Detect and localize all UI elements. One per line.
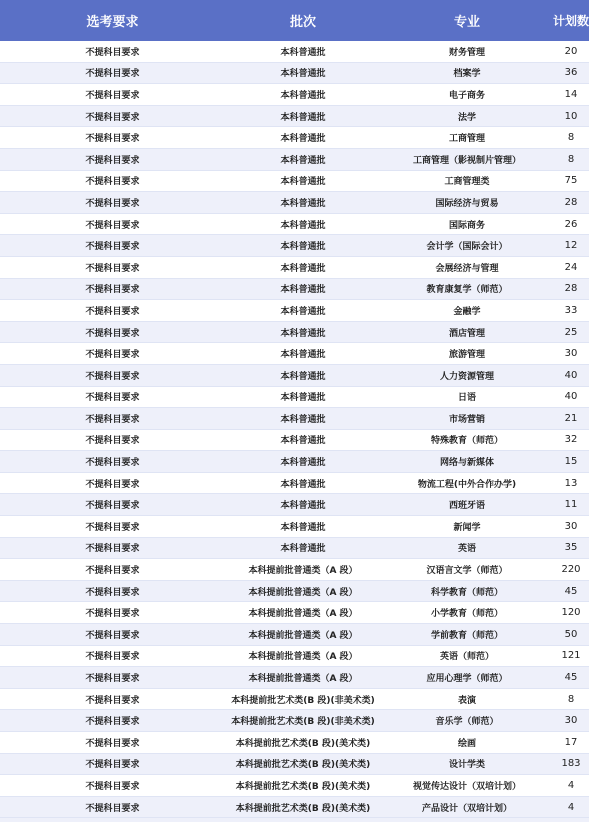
table-row: [0, 775, 589, 797]
cell-quota: 120: [561, 607, 581, 619]
cell-batch: 本科提前批普通类（A 段）: [248, 609, 358, 620]
cell-batch: 本科提前批普通类（A 段）: [248, 587, 358, 598]
cell-quota: 45: [564, 585, 578, 597]
cell-quota: 17: [564, 736, 578, 748]
cell-batch: 本科普通批: [280, 328, 326, 339]
cell-batch: 本科普通批: [280, 47, 326, 58]
cell-batch: 本科普通批: [280, 522, 326, 533]
cell-quota: 11: [564, 499, 578, 511]
cell-major: 工商管理类: [444, 177, 490, 188]
table-row: [0, 106, 589, 128]
cell-batch: 本科提前批普通类（A 段）: [248, 652, 358, 663]
cell-requirement: 不提科目要求: [85, 242, 140, 253]
cell-major: 设计学类: [448, 760, 485, 771]
cell-batch: 本科普通批: [280, 306, 326, 317]
cell-quota: 4: [567, 801, 575, 813]
cell-quota: 21: [564, 412, 578, 424]
cell-quota: 121: [561, 650, 581, 662]
table-row: [0, 84, 589, 106]
cell-requirement: 不提科目要求: [85, 717, 140, 728]
table-row: [0, 235, 589, 257]
cell-major: 西班牙语: [448, 501, 485, 512]
header-major: 专业: [453, 15, 480, 30]
cell-quota: 28: [564, 196, 578, 208]
cell-quota: 12: [564, 240, 578, 252]
cell-batch: 本科普通批: [280, 371, 326, 382]
table-body: [0, 41, 589, 818]
cell-batch: 本科提前批艺术类(B 段)(美术类): [235, 781, 371, 792]
cell-requirement: 不提科目要求: [85, 285, 140, 296]
cell-major: 会计学（国际会计）: [426, 242, 508, 253]
header-quota: 计划数: [553, 14, 589, 28]
cell-major: 日语: [457, 393, 476, 404]
table-row: [0, 171, 589, 193]
cell-major: 旅游管理: [448, 350, 485, 361]
cell-major: 工商管理: [448, 134, 485, 145]
cell-requirement: 不提科目要求: [85, 220, 140, 231]
table-row: [0, 149, 589, 171]
cell-requirement: 不提科目要求: [85, 479, 140, 490]
cell-quota: 50: [564, 628, 578, 640]
table-header: [0, 0, 589, 41]
cell-batch: 本科普通批: [280, 544, 326, 555]
cell-batch: 本科提前批艺术类(B 段)(非美术类): [231, 695, 375, 706]
table-row: [0, 754, 589, 776]
cell-requirement: 不提科目要求: [85, 674, 140, 685]
cell-quota: 25: [564, 326, 578, 338]
cell-major: 网络与新媒体: [439, 458, 494, 469]
table-row: [0, 127, 589, 149]
table-row: [0, 214, 589, 236]
cell-quota: 15: [564, 456, 578, 468]
cell-quota: 13: [564, 477, 578, 489]
cell-major: 物流工程(中外合作办学): [417, 479, 517, 490]
cell-requirement: 不提科目要求: [85, 371, 140, 382]
cell-batch: 本科普通批: [280, 242, 326, 253]
cell-batch: 本科提前批艺术类(B 段)(美术类): [235, 738, 371, 749]
table-row: [0, 494, 589, 516]
cell-batch: 本科普通批: [280, 458, 326, 469]
cell-batch: 本科提前批普通类（A 段）: [248, 566, 358, 577]
cell-batch: 本科普通批: [280, 134, 326, 145]
cell-batch: 本科普通批: [280, 285, 326, 296]
cell-batch: 本科普通批: [280, 479, 326, 490]
cell-quota: 35: [564, 542, 578, 554]
cutoff-row-edge: [0, 818, 589, 822]
table-row: [0, 581, 589, 603]
cell-batch: 本科提前批艺术类(B 段)(非美术类): [231, 717, 375, 728]
cell-major: 教育康复学（师范）: [426, 285, 508, 296]
cell-major: 英语: [457, 544, 476, 555]
table-row: [0, 41, 589, 63]
header-requirement: 选考要求: [86, 15, 139, 30]
table-row: [0, 365, 589, 387]
table-row: [0, 516, 589, 538]
cell-batch: 本科普通批: [280, 350, 326, 361]
table-row: [0, 408, 589, 430]
cell-quota: 4: [567, 779, 575, 791]
cell-quota: 14: [564, 88, 578, 100]
cell-requirement: 不提科目要求: [85, 781, 140, 792]
cell-major: 法学: [457, 112, 476, 123]
table-row: [0, 430, 589, 452]
cell-batch: 本科普通批: [280, 263, 326, 274]
table-row: [0, 451, 589, 473]
cell-batch: 本科普通批: [280, 393, 326, 404]
cell-requirement: 不提科目要求: [85, 177, 140, 188]
cell-requirement: 不提科目要求: [85, 263, 140, 274]
cell-quota: 33: [564, 304, 578, 316]
table-row: [0, 624, 589, 646]
cell-major: 科学教育（师范）: [430, 587, 503, 598]
cell-batch: 本科提前批普通类（A 段）: [248, 674, 358, 685]
cell-major: 档案学: [453, 69, 481, 80]
cell-quota: 30: [564, 520, 578, 532]
cell-major: 会展经济与管理: [435, 263, 499, 274]
cell-quota: 36: [564, 67, 578, 79]
cell-quota: 10: [564, 110, 578, 122]
table-row: [0, 559, 589, 581]
cell-requirement: 不提科目要求: [85, 760, 140, 771]
table-row: [0, 732, 589, 754]
cell-quota: 45: [564, 672, 578, 684]
cell-major: 产品设计（双培计划）: [421, 803, 512, 814]
table-row: [0, 473, 589, 495]
header-batch: 批次: [289, 15, 316, 30]
table-row: [0, 300, 589, 322]
cell-requirement: 不提科目要求: [85, 198, 140, 209]
cell-quota: 30: [564, 348, 578, 360]
table-row: [0, 63, 589, 85]
cell-requirement: 不提科目要求: [85, 436, 140, 447]
table-row: [0, 797, 589, 819]
table-row: [0, 646, 589, 668]
cell-major: 财务管理: [448, 47, 485, 58]
cell-requirement: 不提科目要求: [85, 393, 140, 404]
cell-quota: 8: [567, 132, 575, 144]
table-row: [0, 279, 589, 301]
cell-batch: 本科普通批: [280, 112, 326, 123]
cell-quota: 8: [567, 693, 575, 705]
cell-quota: 26: [564, 218, 578, 230]
cell-quota: 8: [567, 153, 575, 165]
cell-major: 金融学: [453, 306, 481, 317]
table-row: [0, 710, 589, 732]
cell-requirement: 不提科目要求: [85, 587, 140, 598]
cell-quota: 20: [564, 45, 578, 57]
cell-major: 绘画: [457, 738, 476, 749]
cell-requirement: 不提科目要求: [85, 501, 140, 512]
cell-requirement: 不提科目要求: [85, 609, 140, 620]
cell-requirement: 不提科目要求: [85, 414, 140, 425]
cell-major: 表演: [457, 695, 476, 706]
cell-requirement: 不提科目要求: [85, 47, 140, 58]
cell-batch: 本科普通批: [280, 501, 326, 512]
cell-major: 视觉传达设计（双培计划）: [412, 781, 521, 792]
cell-quota: 28: [564, 283, 578, 295]
cell-requirement: 不提科目要求: [85, 69, 140, 80]
cell-requirement: 不提科目要求: [85, 652, 140, 663]
cell-requirement: 不提科目要求: [85, 522, 140, 533]
cell-batch: 本科普通批: [280, 414, 326, 425]
cell-requirement: 不提科目要求: [85, 155, 140, 166]
cell-batch: 本科普通批: [280, 198, 326, 209]
cell-requirement: 不提科目要求: [85, 90, 140, 101]
cell-requirement: 不提科目要求: [85, 112, 140, 123]
table-row: [0, 343, 589, 365]
cell-major: 工商管理（影视制片管理）: [412, 155, 521, 166]
cell-requirement: 不提科目要求: [85, 350, 140, 361]
table-row: [0, 387, 589, 409]
cell-major: 英语（师范）: [439, 652, 494, 663]
cell-major: 汉语言文学（师范）: [426, 566, 508, 577]
cell-batch: 本科普通批: [280, 177, 326, 188]
cell-major: 小学教育（师范）: [430, 609, 503, 620]
cell-major: 学前教育（师范）: [430, 630, 503, 641]
cell-requirement: 不提科目要求: [85, 306, 140, 317]
cell-major: 国际商务: [448, 220, 485, 231]
cell-major: 特殊教育（师范）: [430, 436, 503, 447]
table-row: [0, 538, 589, 560]
cell-quota: 40: [564, 369, 578, 381]
cell-requirement: 不提科目要求: [85, 630, 140, 641]
table-row: [0, 192, 589, 214]
cell-batch: 本科普通批: [280, 436, 326, 447]
cell-requirement: 不提科目要求: [85, 738, 140, 749]
cell-major: 国际经济与贸易: [435, 198, 499, 209]
cell-major: 音乐学（师范）: [435, 717, 499, 728]
cell-major: 人力资源管理: [439, 371, 494, 382]
cell-requirement: 不提科目要求: [85, 695, 140, 706]
cell-requirement: 不提科目要求: [85, 566, 140, 577]
cell-major: 酒店管理: [448, 328, 485, 339]
cell-major: 应用心理学（师范）: [426, 674, 508, 685]
cell-quota: 220: [561, 564, 581, 576]
cell-quota: 183: [561, 758, 581, 770]
table-row: [0, 602, 589, 624]
cell-quota: 24: [564, 261, 578, 273]
table-row: [0, 667, 589, 689]
cell-requirement: 不提科目要求: [85, 134, 140, 145]
cell-major: 新闻学: [453, 522, 481, 533]
cell-requirement: 不提科目要求: [85, 803, 140, 814]
cell-quota: 32: [564, 434, 578, 446]
cell-major: 电子商务: [448, 90, 485, 101]
cell-batch: 本科提前批艺术类(B 段)(美术类): [235, 760, 371, 771]
cell-quota: 40: [564, 391, 578, 403]
cell-batch: 本科提前批普通类（A 段）: [248, 630, 358, 641]
cell-major: 市场营销: [448, 414, 485, 425]
cell-quota: 30: [564, 715, 578, 727]
cell-requirement: 不提科目要求: [85, 544, 140, 555]
cell-batch: 本科提前批艺术类(B 段)(美术类): [235, 803, 371, 814]
cell-batch: 本科普通批: [280, 90, 326, 101]
cell-batch: 本科普通批: [280, 220, 326, 231]
cell-requirement: 不提科目要求: [85, 458, 140, 469]
table-row: [0, 689, 589, 711]
table-row: [0, 322, 589, 344]
cell-batch: 本科普通批: [280, 155, 326, 166]
cell-batch: 本科普通批: [280, 69, 326, 80]
cell-quota: 75: [564, 175, 578, 187]
table-row: [0, 257, 589, 279]
cell-requirement: 不提科目要求: [85, 328, 140, 339]
